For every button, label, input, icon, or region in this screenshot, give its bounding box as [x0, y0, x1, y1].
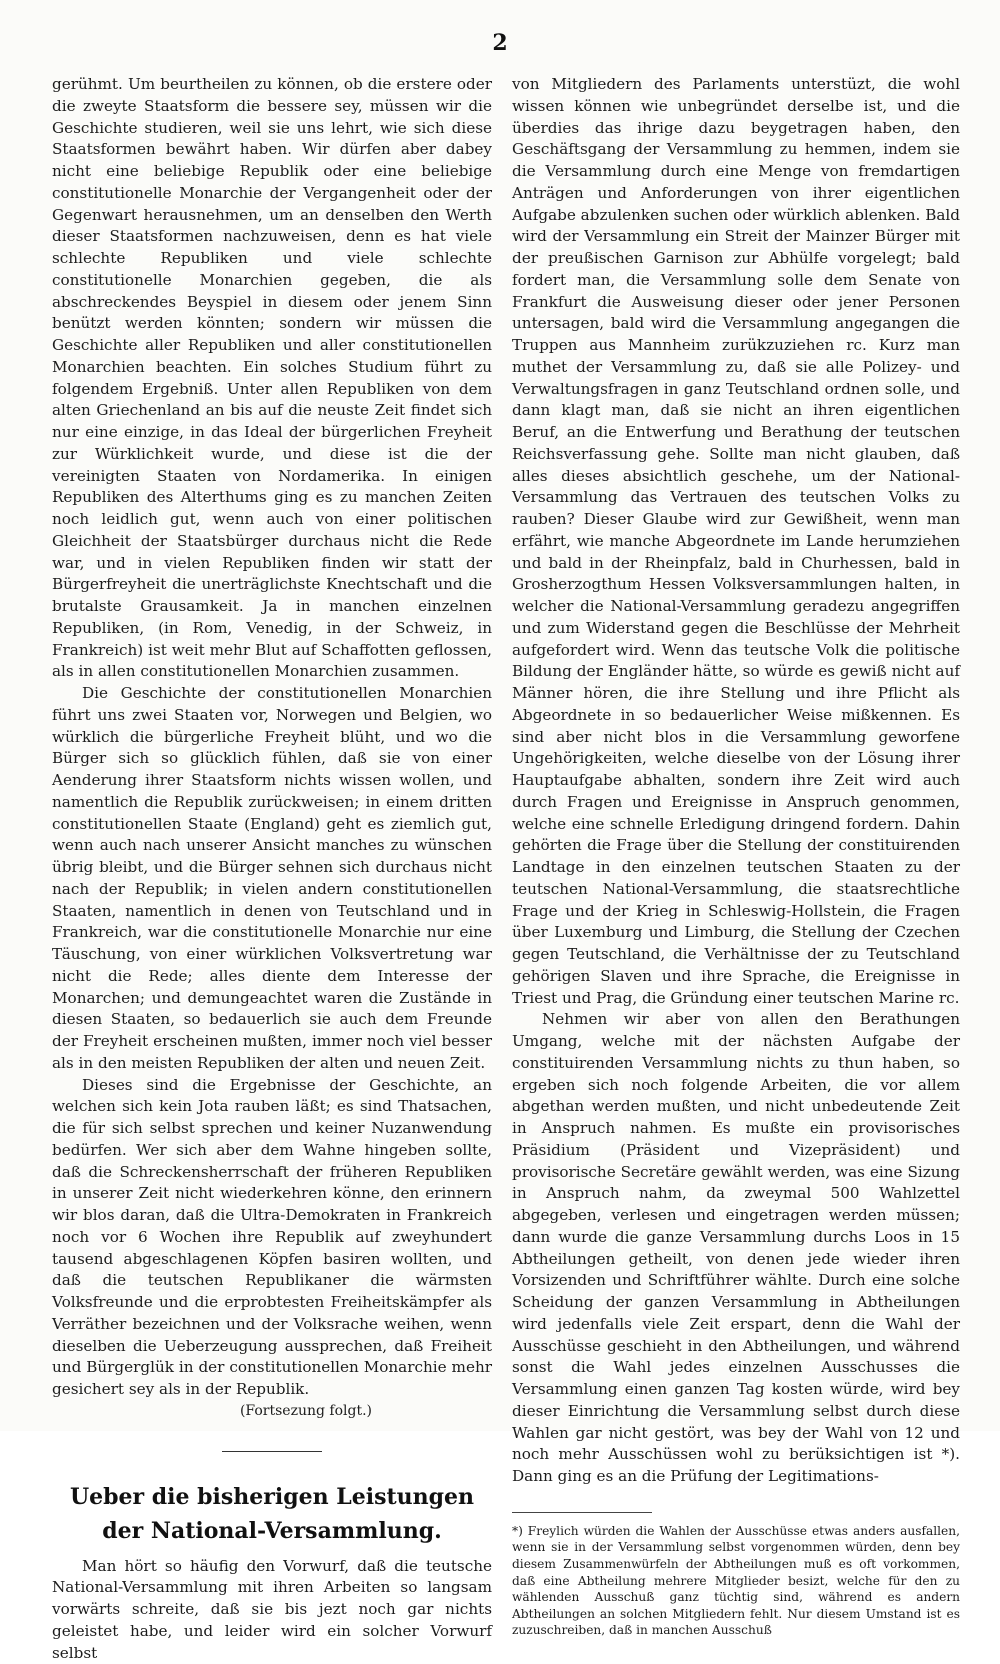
- footnote: *) Freylich würden die Wahlen der Ausschüsse etwas anders ausfallen, wenn sie in der Versammlung selbst vorgenommen würden, denn bey diesem Zusammenwürfeln der Abtheilungen muß es oft vorkommen, daß eine Abtheilung mehrere Mitglieder besizt, welche für den zu wählenden Ausschuß ganz tüchtig sind, während es andern Abtheilungen an solchen Mitgliedern fehlt. Nur diesem Umstand ist es zuzuschreiben, daß in manchen Ausschuß: [512, 1523, 960, 1639]
- body-paragraph: Man hört so häufig den Vorwurf, daß die teutsche National-Versammlung mit ihren Arbeiten so langsam vorwärts schreite, daß sie bis jezt noch gar nichts geleistet habe, und leider wird ein solcher Vorwurf selbst: [52, 1556, 492, 1664]
- body-paragraph: Dieses sind die Ergebnisse der Geschichte, an welchen sich kein Jota rauben läßt; es sind Thatsachen, die für sich selbst sprechen und keiner Nuzanwendung bedürfen. Wer sich aber dem Wahne hingeben sollte, daß die Schreckensherrschaft der früheren Republiken in unserer Zeit nicht wiederkehren könne, den erinnern wir blos daran, daß die Ultra-Demokraten in Frankreich noch vor 6 Wochen ihre Republik auf zweyhundert tausend abgeschlagenen Köpfen basiren wollten, und daß die teutschen Republikaner die wärmsten Volksfreunde und die erprobtesten Freiheitskämpfer als Verräther bezeichnen und der Volksrache weihen, wenn dieselben die Ueberzeugung aussprechen, daß Freiheit und Bürgerglük in der constitutionellen Monarchie mehr gesichert sey als in der Republik.: [52, 1075, 492, 1401]
- article-headline: Ueber die bisherigen Leistungen der National-Versammlung.: [52, 1480, 492, 1548]
- right-column: [512, 74, 960, 1639]
- body-paragraph: gerühmt. Um beurtheilen zu können, ob die erstere oder die zweyte Staatsform die bessere sey, müssen wir die Geschichte studieren, weil sie uns lehrt, wie sich diese Staatsformen bewährt haben. Wir dürfen aber dabey nicht eine beliebige Republik oder eine beliebige constitutionelle Monarchie der Vergangenheit oder der Gegenwart herausnehmen, um an denselben den Werth dieser Staatsformen nachzuweisen, denn es hat viele schlechte Republiken und viele schlechte constitutionelle Monarchien gegeben, die als abschreckendes Beyspiel in diesem oder jenem Sinn benützt werden könnten; sondern wir müssen die Geschichte aller Republiken und aller constitutionellen Monarchien beachten. Ein solches Studium führt zu folgendem Ergebniß. Unter allen Republiken von dem alten Griechenland an bis auf die neuste Zeit findet sich nur eine einzige, in das Ideal der bürgerlichen Freyheit zur Würklichkeit wurde, und diese ist die der vereinigten Staaten von Nordamerika. In einigen Republiken des Alterthums ging es zu manchen Zeiten noch leidlich gut, wenn auch von einer politischen Gleichheit der Staatsbürger durchaus nicht die Rede war, und in vielen Republiken finden wir statt der Bürgerfreyheit die unerträglichste Knechtschaft und die brutalste Grausamkeit. Ja in manchen einzelnen Republiken, (in Rom, Venedig, in der Schweiz, in Frankreich) ist weit mehr Blut auf Schaffotten geflossen, als in allen constitutionellen Monarchien zusammen.: [52, 74, 492, 683]
- page-number: 2: [0, 30, 1000, 56]
- body-paragraph: von Mitgliedern des Parlaments unterstüzt, die wohl wissen können wie unbegründet derselbe ist, und die überdies das ihrige dazu beygetragen haben, den Geschäftsgang der Versammlung zu hemmen, indem sie die Versammlung durch eine Menge von fremdartigen Anträgen und Anforderungen von ihrer eigentlichen Aufgabe abzulenken suchen oder würklich ablenken. Bald wird der Versammlung ein Streit der Mainzer Bürger mit der preußischen Garnison zur Abhülfe vorgelegt; bald fordert man, die Versammlung solle dem Senate von Frankfurt die Ausweisung dieser oder jener Personen untersagen, bald wird die Versammlung angegangen die Truppen aus Mannheim zurükzuziehen rc. Kurz man muthet der Versammlung zu, daß sie alle Polizey- und Verwaltungsfragen in ganz Teutschland ordnen solle, und dann klagt man, daß sie nicht an ihren eigentlichen Beruf, an die Entwerfung und Berathung der teutschen Reichsverfassung gehe. Sollte man nicht glauben, daß alles dieses absichtlich geschehe, um der National-Versammlung das Vertrauen des teutschen Volks zu rauben? Dieser Glaube wird zur Gewißheit, wenn man erfährt, wie manche Abgeordnete im Lande herumziehen und bald in der Rheinpfalz, bald in Churhessen, bald in Grosherzogthum Hessen Volksversammlungen halten, in welcher die National-Versammlung geradezu angegriffen und zum Widerstand gegen die Beschlüsse der Mehrheit aufgefordert wird. Wenn das teutsche Volk die politische Bildung der Engländer hätte, so würde es gewiß nicht auf Männer hören, die ihre Stellung und ihre Pflicht als Abgeordnete in so bedauerlicher Weise mißkennen. Es sind aber nicht blos in die Versammlung geworfene Ungehörigkeiten, welche dieselbe von der Lösung ihrer Hauptaufgabe abhalten, sondern ihre Zeit wird auch durch Fragen und Ereignisse in Anspruch genommen, welche eine schnelle Erledigung dringend fordern. Dahin gehörten die Frage über die Stellung der constituirenden Landtage in den einzelnen teutschen Staaten zu der teutschen National-Versammlung, die staatsrechtliche Frage und der Krieg in Schleswig-Hollstein, die Fragen über Luxemburg und Limburg, die Stellung der Czechen gegen Teutschland, die Verhältnisse der zu Teutschland gehörigen Slaven und ihre Sprache, die Ereignisse in Triest und Prag, die Gründung einer teutschen Marine rc.: [512, 74, 960, 1009]
- article-divider: [222, 1451, 322, 1452]
- left-column: [52, 74, 492, 1664]
- footnote-rule: [512, 1512, 652, 1513]
- body-paragraph: Nehmen wir aber von allen den Berathungen Umgang, welche mit der nächsten Aufgabe der constituirenden Versammlung nichts zu thun haben, so ergeben sich noch folgende Arbeiten, die vor allem abgethan werden mußten, und nicht unbedeutende Zeit in Anspruch nahmen. Es mußte ein provisorisches Präsidium (Präsident und Vizepräsident) und provisorische Secretäre gewählt werden, was eine Sizung in Anspruch nahm, da zweymal 500 Wahlzettel abgegeben, verlesen und eingetragen werden müssen; dann wurde die ganze Versammlung durchs Loos in 15 Abtheilungen getheilt, von denen jede wieder ihren Vorsizenden und Schriftführer wählte. Durch eine solche Scheidung der ganzen Versammlung in Abtheilungen wird jedenfalls viele Zeit erspart, denn die Wahl der Ausschüsse geschieht in den Abtheilungen, und während sonst die Wahl jedes einzelnen Ausschusses die Versammlung einen ganzen Tag kosten würde, wird bey dieser Einrichtung die Versammlung selbst durch diese Wahlen gar nicht gestört, was bey der Wahl von 12 und noch mehr Ausschüssen wohl zu berüksichtigen ist *). Dann ging es an die Prüfung der Legitimations-: [512, 1009, 960, 1488]
- continuation-note: (Fortsezung folgt.): [52, 1401, 492, 1423]
- body-paragraph: Die Geschichte der constitutionellen Monarchien führt uns zwei Staaten vor, Norwegen und Belgien, wo würklich die bürgerliche Freyheit blüht, und wo die Bürger sich so glücklich fühlen, daß sie von einer Aenderung ihrer Staatsform nichts wissen wollen, und namentlich die Republik zurückweisen; in einem dritten constitutionellen Staate (England) geht es ziemlich gut, wenn auch nach unserer Ansicht manches zu wünschen übrig bleibt, und die Bürger sehnen sich durchaus nicht nach der Republik; in vielen andern constitutionellen Staaten, namentlich in denen von Teutschland und in Frankreich, war die constitutionelle Monarchie nur eine Täuschung, von einer würklichen Volksvertretung war nicht die Rede; alles diente dem Interesse der Monarchen; und demungeachtet waren die Zustände in diesen Staaten, so bedauerlich sie auch dem Freunde der Freyheit erscheinen mußten, immer noch viel besser als in den meisten Republiken der alten und neuen Zeit.: [52, 683, 492, 1075]
